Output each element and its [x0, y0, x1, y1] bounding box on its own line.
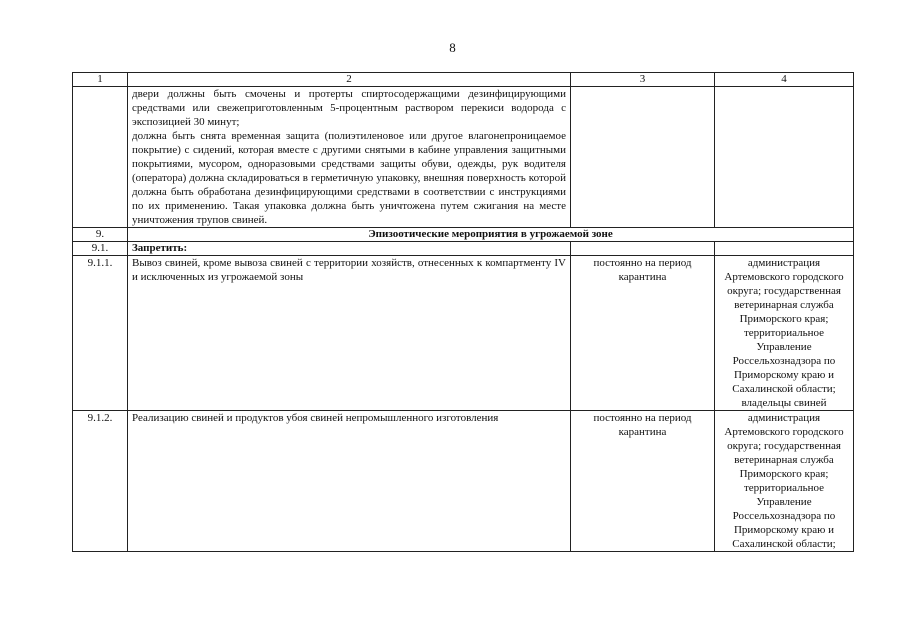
row-responsible: администрация Артемовского городского округа; государственная ветеринарная служба Приморского края; территориальное Управление Россельхознадзора по Приморскому краю и Сахалинской области;	[715, 411, 854, 552]
subsection-responsible-cell	[715, 242, 854, 256]
continuation-responsible-cell	[715, 87, 854, 228]
row-responsible: администрация Артемовского городского округа; государственная ветеринарная служба Приморского края; территориальное Управление Россельхознадзора по Приморскому краю и Сахалинской области; владельцы свиней	[715, 256, 854, 411]
page-number: 8	[449, 40, 456, 55]
subsection-number: 9.1.	[73, 242, 128, 256]
row-measure: Реализацию свиней и продуктов убоя свиней непромышленного изготовления	[128, 411, 571, 552]
column-header-2: 2	[128, 73, 571, 87]
continuation-period-cell	[571, 87, 715, 228]
section-title: Эпизоотические мероприятия в угрожаемой зоне	[128, 228, 854, 242]
continuation-paragraph-1: двери должны быть смочены и протерты спиртосодержащими дезинфицирующими средствами или свежеприготовленным 5-процентным раствором перекиси водорода с экспозицией 30 минут;	[132, 88, 566, 128]
row-period: постоянно на период карантина	[571, 256, 715, 411]
continuation-text-cell	[128, 87, 571, 228]
continuation-row	[73, 87, 854, 228]
continuation-paragraph-2: должна быть снята временная защита (полиэтиленовое или другое влагонепроницаемое покрытие) с сидений, которая вместе с другими снятыми в кабине управления защитными покрытиями, мусором, одноразовыми средствами защиты обуви, одежды, рук водителя (оператора) должна складироваться в герметичную упаковку, внешняя поверхность которой должна быть обработана дезинфицирующими средствами в соответствии с инструкциями по их применению. Такая упаковка должна быть уничтожена путем сжигания на месте уничтожения трупов свиней.	[132, 130, 566, 226]
subsection-title: Запретить:	[128, 242, 571, 256]
column-header-1: 1	[73, 73, 128, 87]
column-header-3: 3	[571, 73, 715, 87]
table-row	[73, 411, 854, 552]
section-number: 9.	[73, 228, 128, 242]
table-row	[73, 256, 854, 411]
row-number: 9.1.1.	[73, 256, 128, 411]
section-row	[73, 228, 854, 242]
row-measure: Вывоз свиней, кроме вывоза свиней с территории хозяйств, отнесенных к компартменту IV и исключенных из угрожаемой зоны	[128, 256, 571, 411]
continuation-number-cell	[73, 87, 128, 228]
subsection-row	[73, 242, 854, 256]
row-period: постоянно на период карантина	[571, 411, 715, 552]
column-header-4: 4	[715, 73, 854, 87]
row-number: 9.1.2.	[73, 411, 128, 552]
measures-table	[72, 72, 854, 552]
subsection-period-cell	[571, 242, 715, 256]
table-header-row	[73, 73, 854, 87]
